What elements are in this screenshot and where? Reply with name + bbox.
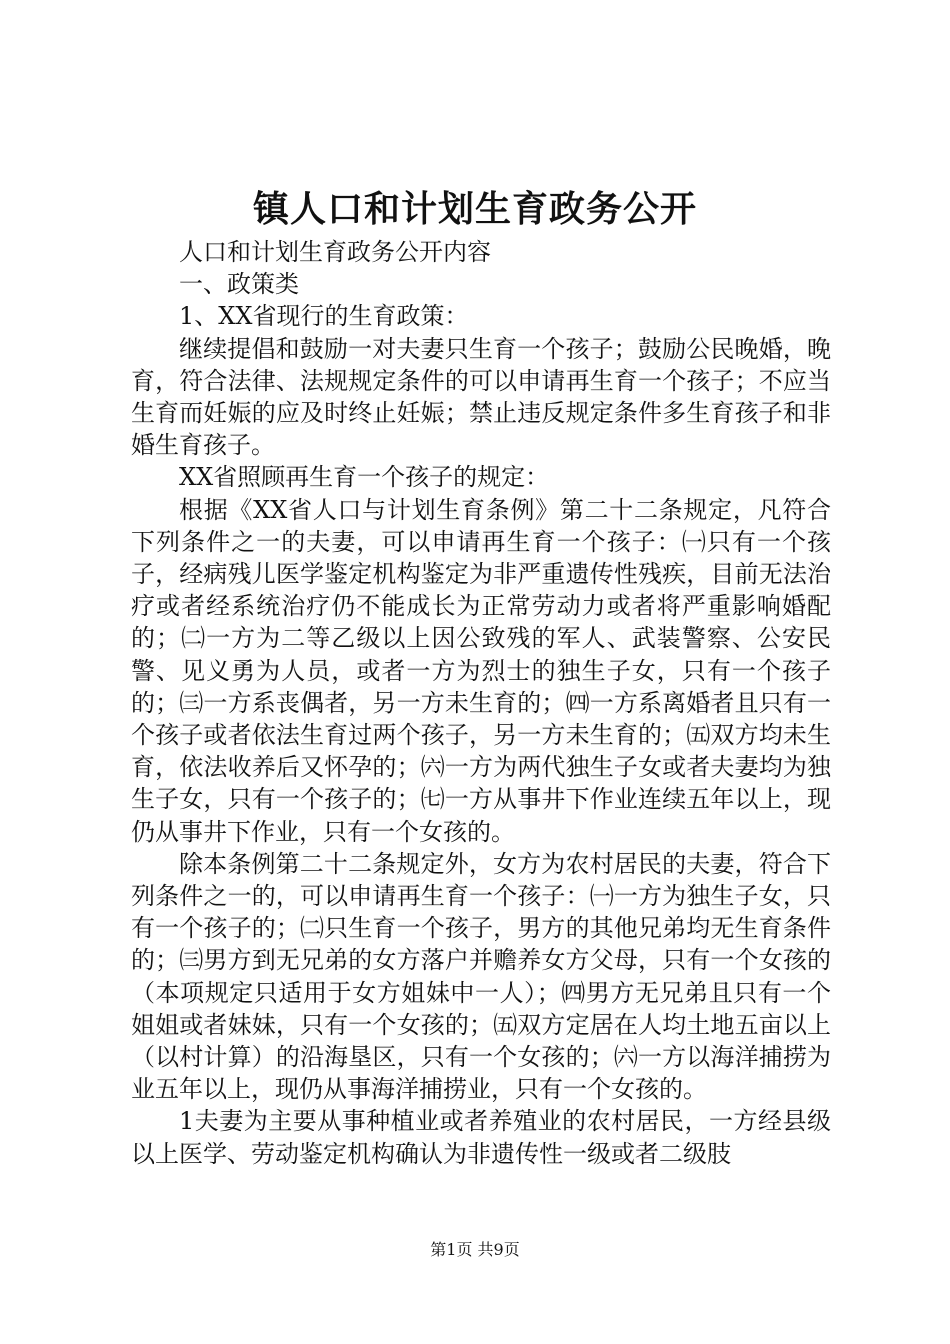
paragraph: 人口和计划生育政务公开内容 [179, 238, 491, 266]
paragraph: 1夫妻为主要从事种植业或者养殖业的农村居民，一方经县级以上医学、劳动鉴定机构确认为非遗传性一级或者二级肢 [131, 1107, 831, 1168]
paragraph: XX省照顾再生育一个孩子的规定： [179, 463, 550, 492]
page-footer: 第1页 共9页 [430, 1240, 520, 1259]
paragraph: 除本条例第二十二条规定外，女方为农村居民的夫妻，符合下列条件之一的，可以申请再生育一个孩子：㈠一方为独生子女，只有一个孩子的；㈡只生育一个孩子，男方的其他兄弟均无生育条件的；㈢男方到无兄弟的女方落户并赡养女方父母，只有一个女孩的（本项规定只适用于女方姐妹中一人）；㈣男方无兄弟且只有一个姐姐或者妹妹，只有一个女孩的；㈤双方定居在人均土地五亩以上（以村计算）的沿海垦区，只有一个女孩的；㈥一方以海洋捕捞为业五年以上，现仍从事海洋捕捞业，只有一个女孩的。 [131, 849, 831, 1104]
paragraph: 根据《XX省人口与计划生育条例》第二十二条规定，凡符合下列条件之一的夫妻，可以申请再生育一个孩子：㈠只有一个孩子，经病残儿医学鉴定机构鉴定为非严重遗传性残疾，目前无法治疗或者经系统治疗仍不能成长为正常劳动力或者将严重影响婚配的；㈡一方为二等乙级以上因公致残的军人、武装警察、公安民警、见义勇为人员，或者一方为烈士的独生子女，只有一个孩子的；㈢一方系丧偶者，另一方未生育的；㈣一方系离婚者且只有一个孩子或者依法生育过两个孩子，另一方未生育的；㈤双方均未生育，依法收养后又怀孕的；㈥一方为两代独生子女或者夫妻均为独生子女，只有一个孩子的；㈦一方从事井下作业连续五年以上，现仍从事井下作业，只有一个女孩的。 [131, 495, 831, 846]
document-body [131, 236, 831, 1170]
document-title: 镇人口和计划生育政务公开 [252, 188, 697, 230]
paragraph: 一、政策类 [179, 270, 299, 299]
paragraph: 1、XX省现行的生育政策： [179, 302, 469, 331]
paragraph: 继续提倡和鼓励一对夫妻只生育一个孩子；鼓励公民晚婚，晚育，符合法律、法规规定条件的可以申请再生育一个孩子；不应当生育而妊娠的应及时终止妊娠；禁止违反规定条件多生育孩子和非婚生育孩子。 [131, 334, 831, 460]
